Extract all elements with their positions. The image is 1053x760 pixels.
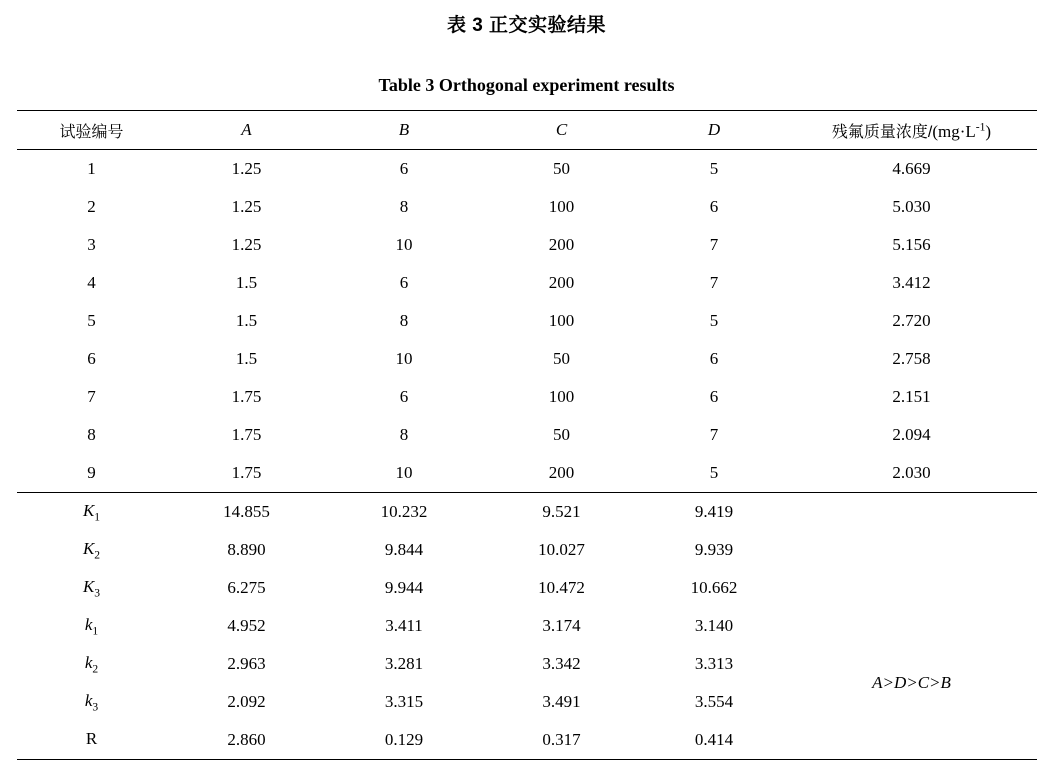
analysis-c: 3.174 bbox=[542, 616, 581, 635]
table-header-row bbox=[17, 111, 1037, 150]
cell-d: 7 bbox=[709, 425, 719, 444]
analysis-row bbox=[17, 645, 1037, 683]
analysis-b: 9.844 bbox=[384, 540, 424, 559]
analysis-label bbox=[17, 569, 167, 607]
cell-d: 6 bbox=[709, 349, 719, 368]
cell-result: 2.758 bbox=[892, 349, 931, 368]
analysis-row bbox=[17, 721, 1037, 760]
analysis-d: 9.419 bbox=[642, 493, 787, 532]
analysis-a: 4.952 bbox=[227, 616, 266, 635]
table-row bbox=[17, 188, 1037, 226]
cell-a: 1.25 bbox=[167, 150, 327, 189]
orthogonal-experiment-table bbox=[17, 110, 1037, 760]
header-factor-d: D bbox=[642, 111, 787, 150]
header-factor-a: A bbox=[167, 111, 327, 150]
analysis-label-symbol: K bbox=[82, 500, 95, 520]
analysis-label-symbol: k bbox=[84, 652, 93, 672]
analysis-label-symbol: K bbox=[82, 576, 95, 596]
table-row bbox=[17, 302, 1037, 340]
cell-b: 8 bbox=[399, 197, 409, 216]
table-row bbox=[17, 340, 1037, 378]
cell-c: 100 bbox=[548, 387, 575, 406]
analysis-blank bbox=[787, 493, 1037, 646]
table-row bbox=[17, 416, 1037, 454]
analysis-c: 9.521 bbox=[482, 493, 642, 532]
cell-c: 200 bbox=[548, 463, 575, 482]
analysis-a: 8.890 bbox=[227, 540, 266, 559]
analysis-label-symbol: k bbox=[84, 614, 93, 634]
analysis-a: 2.963 bbox=[227, 654, 266, 673]
table-title-english: Table 3 Orthogonal experiment results bbox=[378, 75, 675, 95]
header-factor-b: B bbox=[327, 111, 482, 150]
analysis-label-symbol: R bbox=[85, 728, 98, 748]
analysis-label-index: 1 bbox=[94, 510, 101, 524]
cell-d: 6 bbox=[709, 387, 719, 406]
analysis-c: 3.342 bbox=[542, 654, 581, 673]
analysis-c: 10.472 bbox=[538, 578, 585, 597]
analysis-b: 9.944 bbox=[384, 578, 424, 597]
cell-no: 5 bbox=[87, 311, 96, 330]
cell-d: 6 bbox=[709, 197, 719, 216]
table-row bbox=[17, 378, 1037, 416]
header-factor-c: C bbox=[482, 111, 642, 150]
document-page bbox=[0, 10, 1053, 749]
cell-no: 9 bbox=[87, 463, 96, 482]
cell-a: 1.75 bbox=[231, 425, 262, 444]
analysis-a: 6.275 bbox=[227, 578, 266, 597]
cell-no: 8 bbox=[87, 425, 96, 444]
cell-d: 5 bbox=[709, 463, 719, 482]
cell-d: 5 bbox=[709, 311, 719, 330]
cell-b: 8 bbox=[399, 311, 409, 330]
cell-a: 1.25 bbox=[231, 235, 262, 254]
analysis-a: 14.855 bbox=[167, 493, 327, 532]
analysis-label-index: 3 bbox=[92, 700, 99, 714]
cell-result: 2.720 bbox=[892, 311, 931, 330]
analysis-label-index: 3 bbox=[94, 586, 101, 600]
cell-result: 2.151 bbox=[892, 387, 931, 406]
analysis-d: 10.662 bbox=[690, 578, 738, 597]
analysis-label-symbol: K bbox=[82, 538, 95, 558]
cell-no: 1 bbox=[17, 150, 167, 189]
cell-b: 6 bbox=[327, 150, 482, 189]
cell-result: 5.156 bbox=[892, 235, 931, 254]
cell-c: 50 bbox=[482, 150, 642, 189]
analysis-label-index: 1 bbox=[92, 624, 99, 638]
analysis-d: 9.939 bbox=[694, 540, 734, 559]
cell-result: 5.030 bbox=[892, 197, 931, 216]
analysis-b: 3.315 bbox=[384, 692, 424, 711]
factor-order-note: A>D>C>B bbox=[872, 673, 951, 692]
cell-result: 4.669 bbox=[787, 150, 1037, 189]
analysis-b: 10.232 bbox=[327, 493, 482, 532]
cell-b: 10 bbox=[395, 235, 413, 254]
cell-a: 1.75 bbox=[231, 463, 262, 482]
header-experiment-no: 试验编号 bbox=[17, 111, 167, 150]
analysis-a: 2.860 bbox=[167, 721, 327, 760]
cell-a: 1.5 bbox=[235, 349, 258, 368]
cell-a: 1.5 bbox=[235, 311, 258, 330]
cell-d: 7 bbox=[709, 235, 719, 254]
analysis-label bbox=[17, 721, 167, 760]
cell-no: 6 bbox=[87, 349, 96, 368]
table-row bbox=[17, 150, 1037, 189]
analysis-label-index: 2 bbox=[94, 548, 101, 562]
analysis-row bbox=[17, 493, 1037, 532]
analysis-d: 3.140 bbox=[694, 616, 734, 635]
analysis-b: 3.281 bbox=[384, 654, 424, 673]
experiment-rows bbox=[17, 150, 1037, 760]
cell-b: 6 bbox=[399, 273, 409, 292]
header-residual-fluorine bbox=[787, 111, 1037, 150]
cell-no: 7 bbox=[87, 387, 96, 406]
analysis-c: 0.317 bbox=[482, 721, 642, 760]
cell-result: 3.412 bbox=[892, 273, 931, 292]
cell-c: 100 bbox=[548, 311, 575, 330]
cell-result: 2.030 bbox=[892, 463, 931, 482]
cell-b: 8 bbox=[399, 425, 409, 444]
header-residual-fluorine-label: 残氟质量浓度/ bbox=[831, 123, 933, 141]
cell-a: 1.25 bbox=[231, 197, 262, 216]
analysis-label bbox=[17, 645, 167, 683]
cell-no: 2 bbox=[87, 197, 96, 216]
header-unit-close: ) bbox=[985, 121, 992, 141]
analysis-d: 0.414 bbox=[642, 721, 787, 760]
analysis-label-index: 2 bbox=[92, 662, 99, 676]
cell-result: 2.094 bbox=[892, 425, 931, 444]
cell-c: 200 bbox=[548, 273, 575, 292]
analysis-a: 2.092 bbox=[227, 692, 266, 711]
analysis-d: 3.554 bbox=[694, 692, 734, 711]
table-row bbox=[17, 454, 1037, 493]
analysis-d: 3.313 bbox=[694, 654, 734, 673]
cell-c: 200 bbox=[548, 235, 575, 254]
cell-c: 50 bbox=[553, 349, 570, 368]
table-row bbox=[17, 264, 1037, 302]
table-row bbox=[17, 226, 1037, 264]
analysis-label bbox=[17, 607, 167, 645]
header-unit-main: (mg·L bbox=[932, 121, 976, 141]
analysis-label bbox=[17, 683, 167, 721]
cell-d: 5 bbox=[642, 150, 787, 189]
cell-d: 7 bbox=[709, 273, 719, 292]
cell-b: 10 bbox=[395, 349, 413, 368]
cell-c: 50 bbox=[553, 425, 570, 444]
cell-no: 4 bbox=[87, 273, 96, 292]
cell-b: 6 bbox=[399, 387, 409, 406]
analysis-label bbox=[17, 493, 167, 532]
analysis-b: 3.411 bbox=[385, 616, 423, 635]
analysis-c: 10.027 bbox=[538, 540, 585, 559]
cell-a: 1.5 bbox=[235, 273, 258, 292]
table-title-chinese: 表 3 正交实验结果 bbox=[446, 15, 607, 36]
header-unit-exponent: -1 bbox=[975, 119, 986, 133]
analysis-label-symbol: k bbox=[84, 690, 93, 710]
analysis-b: 0.129 bbox=[327, 721, 482, 760]
analysis-c: 3.491 bbox=[542, 692, 581, 711]
analysis-label bbox=[17, 531, 167, 569]
cell-no: 3 bbox=[87, 235, 96, 254]
analysis-blank bbox=[787, 721, 1037, 760]
cell-b: 10 bbox=[395, 463, 413, 482]
cell-a: 1.75 bbox=[231, 387, 262, 406]
cell-c: 100 bbox=[548, 197, 575, 216]
